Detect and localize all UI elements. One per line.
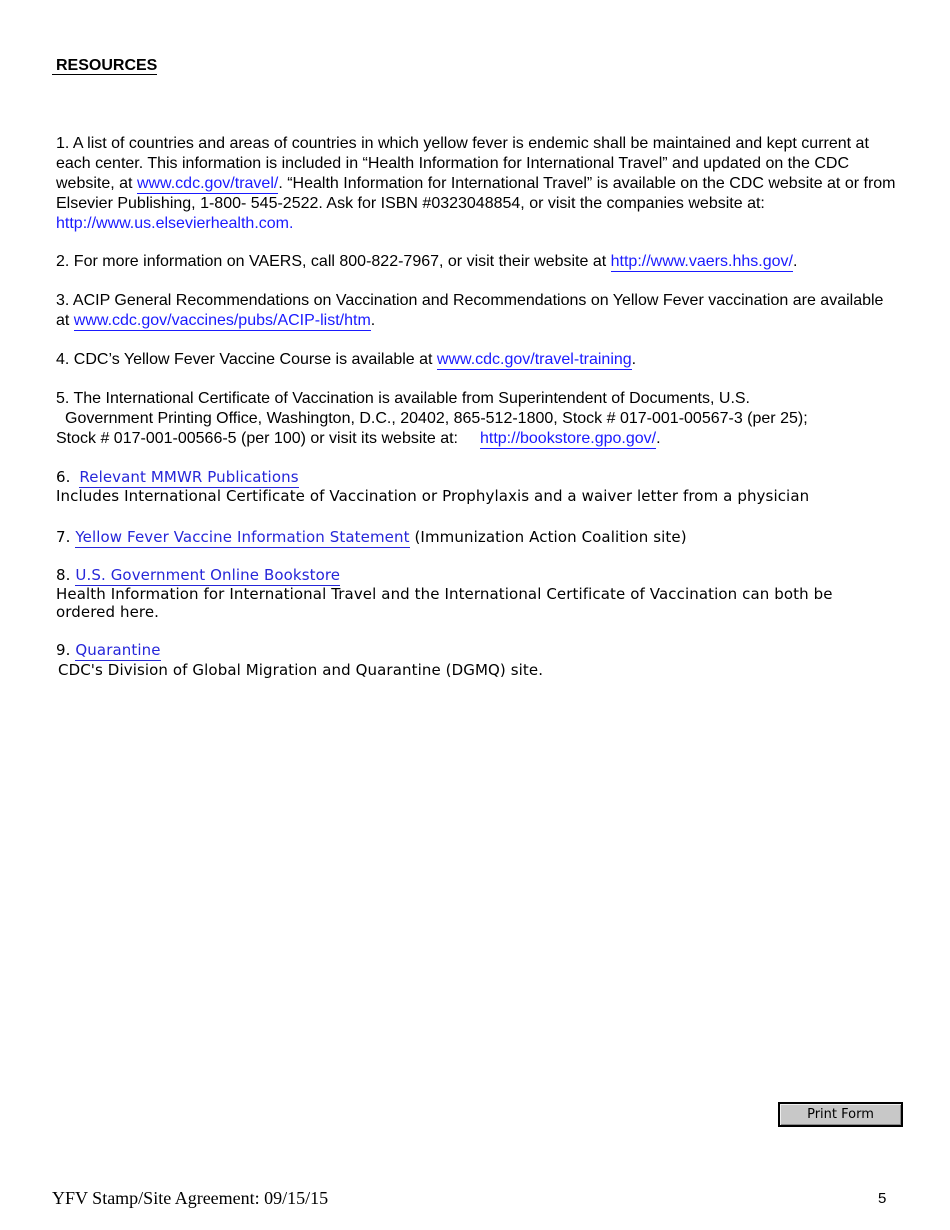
resource-item-7 (56, 528, 896, 546)
item-5-line-2: Government Printing Office, Washington, D.C., 20402, 865-512-1800, Stock # 017-001-00567-3 (per 25); (65, 410, 808, 427)
item-4-end: . (631, 351, 637, 368)
item-9-number: 9. (56, 641, 71, 659)
resource-item-5 (56, 389, 896, 449)
item-7-number: 7. (56, 528, 71, 546)
online-bookstore-link[interactable]: U.S. Government Online Bookstore (75, 566, 341, 584)
cdc-travel-link[interactable]: www.cdc.gov/travel/ (136, 175, 279, 192)
item-7-description: (Immunization Action Coalition site) (409, 528, 687, 546)
resource-item-6 (56, 468, 896, 505)
item-6-description: Includes International Certificate of Vaccination or Prophylaxis and a waiver letter from a physician (56, 487, 810, 505)
item-5-line-3-wrap (56, 429, 896, 449)
quarantine-link[interactable]: Quarantine (75, 641, 161, 659)
resource-item-1 (56, 134, 896, 234)
resource-item-9 (56, 641, 896, 679)
resources-heading: RESOURCES (52, 57, 157, 75)
item-3-text: 3. ACIP General Recommendations on Vaccination and Recommendations on Yellow Fever vaccination are available at (56, 292, 884, 329)
item-8-description: Health Information for International Travel and the International Certificate of Vaccination can both be ordered here. (56, 585, 833, 621)
item-2-end: . (792, 253, 798, 270)
item-8-number: 8. (56, 566, 71, 584)
item-9-description: CDC's Division of Global Migration and Quarantine (DGMQ) site. (58, 661, 544, 679)
mmwr-publications-link[interactable]: Relevant MMWR Publications (79, 468, 299, 486)
item-3-end: . (370, 312, 376, 329)
item-2-text: 2. For more information on VAERS, call 800-822-7967, or visit their website at (56, 253, 611, 270)
resource-item-2 (56, 252, 896, 272)
page-number: 5 (878, 1190, 887, 1207)
vaers-link[interactable]: http://www.vaers.hhs.gov/ (610, 253, 793, 270)
item-1-text-a: 1. A list of countries and areas of countries in which yellow fever is endemic shall be maintained and kept current at each center. This information is included in “Health Information for International Travel” and updated on the CDC website, at (56, 135, 869, 192)
footer-document-id: YFV Stamp/Site Agreement: 09/15/15 (52, 1188, 329, 1208)
resource-item-4 (56, 350, 896, 370)
item-4-text: 4. CDC’s Yellow Fever Vaccine Course is available at (56, 351, 437, 368)
resource-item-3 (56, 291, 896, 331)
item-5-line-1: 5. The International Certificate of Vaccination is available from Superintendent of Documents, U.S. (56, 390, 750, 407)
resource-item-8 (56, 566, 896, 621)
item-6-number: 6. (56, 468, 71, 486)
vis-statement-link[interactable]: Yellow Fever Vaccine Information Statement (75, 528, 410, 546)
item-5-end: . (656, 430, 661, 447)
print-form-button[interactable]: Print Form (778, 1102, 903, 1127)
elsevier-link[interactable]: http://www.us.elsevierhealth.com. (56, 215, 294, 232)
item-5-line-3: Stock # 017-001-00566-5 (per 100) or visit its website at: (56, 430, 458, 447)
gpo-bookstore-link[interactable]: http://bookstore.gpo.gov/ (479, 430, 657, 447)
travel-training-link[interactable]: www.cdc.gov/travel-training (436, 351, 632, 368)
item-1-text-b: . “Health Information for International Travel” is available on the CDC website at or from Elsevier Publishing, 1-800- 545-2522. Ask for ISBN #0323048854, or visit the companies website at: (56, 175, 896, 212)
acip-link[interactable]: www.cdc.gov/vaccines/pubs/ACIP-list/htm (73, 312, 371, 329)
